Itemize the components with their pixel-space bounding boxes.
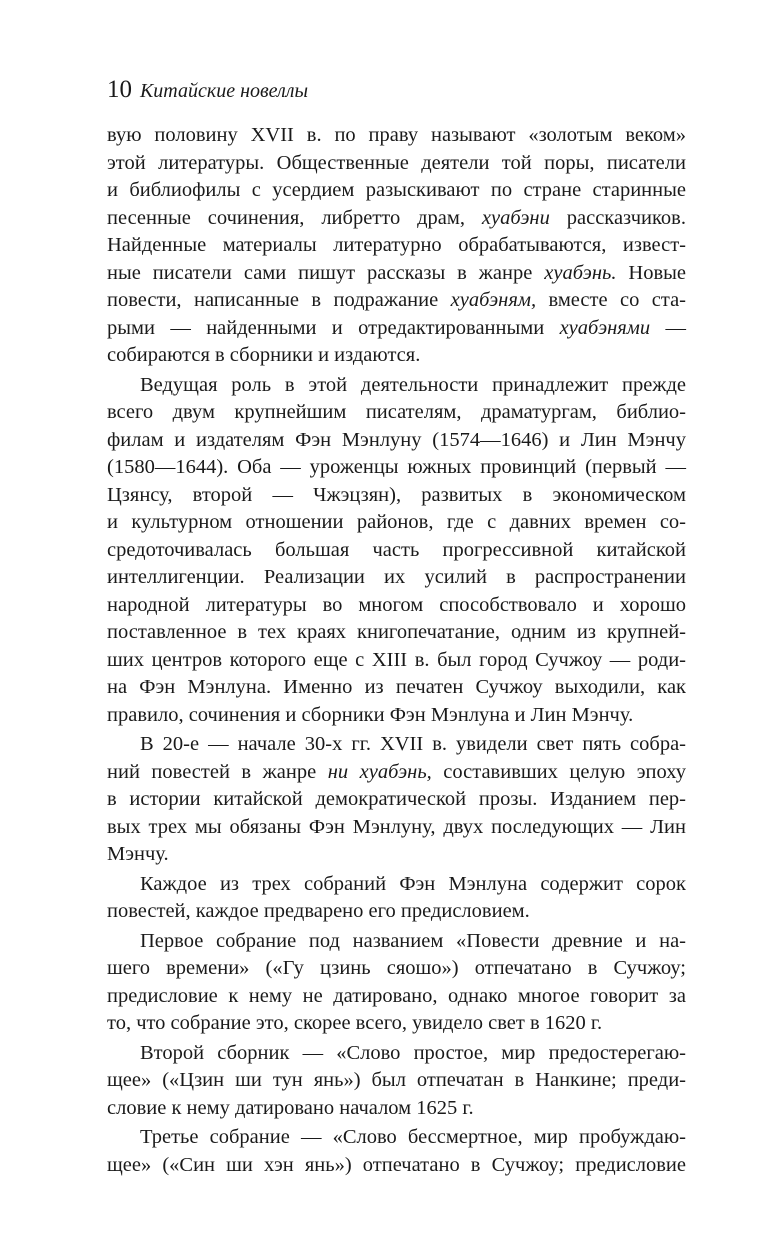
text-line	[107, 427, 686, 455]
text-line	[107, 564, 686, 592]
text-segment: (1580—1644). Оба — уроженцы южных провинций (первый —	[107, 456, 686, 478]
text-segment: народной литературы во многом способствовало и хорошо	[107, 593, 686, 616]
text-line	[107, 731, 686, 759]
text-line	[107, 372, 686, 400]
italic-term: хуабэням,	[450, 289, 537, 311]
text-line	[107, 814, 686, 842]
text-segment: вую половину XVII в. по праву называют «золотым веком»	[107, 124, 686, 146]
text-line	[107, 1124, 686, 1152]
text-line	[107, 342, 686, 370]
text-segment: щее» («Цзин ши тун янь») был отпечатан в Нанкине; преди-	[107, 1069, 686, 1091]
text-line	[107, 177, 686, 205]
text-segment: вых трех мы обязаны Фэн Мэнлуну, двух последующих — Лин	[107, 815, 686, 838]
text-segment: интеллигенции. Реализации их усилий в распространении	[107, 566, 686, 588]
text-line	[107, 786, 686, 814]
text-segment: ний повестей в жанре	[107, 760, 328, 783]
text-segment: всего двум крупнейшим писателям, драматургам, библио-	[107, 401, 686, 423]
paragraph	[107, 372, 686, 730]
text-segment: то, что собрание это, скорее всего, увидело свет в 1620 г.	[107, 1012, 603, 1034]
text-segment: филам и издателям Фэн Мэнлуну (1574—1646) и Лин Мэнчу	[107, 428, 686, 451]
text-line	[107, 674, 686, 702]
text-segment: вместе со ста-	[536, 289, 687, 311]
italic-term: ни хуабэнь,	[327, 760, 432, 783]
page-number: 10	[107, 76, 132, 103]
text-segment: В 20-е — начале 30-х гг. XVII в. увидели свет пять собра-	[140, 733, 686, 755]
paragraph	[107, 122, 686, 370]
text-segment: песенные сочинения, либретто драм,	[107, 206, 482, 229]
text-line	[107, 702, 686, 730]
text-segment: на Фэн Мэнлуна. Именно из печатен Сучжоу выходили, как	[107, 676, 686, 698]
italic-term: хуабэнями	[559, 316, 651, 339]
text-line	[107, 1152, 686, 1180]
text-line	[107, 928, 686, 956]
text-line	[107, 1067, 686, 1095]
text-segment: составивших целую эпоху	[431, 760, 686, 783]
text-segment: предисловие к нему не датировано, однако многое говорит за	[107, 984, 686, 1007]
text-segment: собираются в сборники и издаются.	[107, 344, 421, 366]
text-segment: ные писатели сами пишут рассказы в жанре	[107, 261, 545, 284]
text-segment: правило, сочинения и сборники Фэн Мэнлуна и Лин Мэнчу.	[107, 703, 634, 726]
text-line	[107, 592, 686, 620]
paragraph	[107, 1124, 686, 1179]
text-line	[107, 647, 686, 675]
text-segment: Первое собрание под названием «Повести древние и на-	[140, 929, 686, 952]
text-line	[107, 898, 686, 926]
text-line	[107, 1040, 686, 1068]
text-line	[107, 260, 686, 288]
text-line	[107, 619, 686, 647]
text-segment: средоточивалась большая часть прогрессивной китайской	[107, 538, 686, 561]
page-header	[107, 76, 308, 105]
paragraph	[107, 928, 686, 1038]
text-segment: и библиофилы с усердием разыскивают по стране старинные	[107, 179, 686, 201]
text-segment: словие к нему датировано началом 1625 г.	[107, 1096, 474, 1119]
text-segment: шего времени» («Гу цзинь сяошо») отпечатано в Сучжоу;	[107, 957, 686, 979]
text-line	[107, 871, 686, 899]
text-line	[107, 287, 686, 315]
text-segment: щее» («Син ши хэн янь») отпечатано в Сучжоу; предисловие	[107, 1153, 686, 1176]
text-segment: —	[650, 316, 687, 339]
body-text	[107, 122, 686, 1179]
paragraph	[107, 871, 686, 926]
text-line	[107, 841, 686, 869]
text-segment: повестей, каждое предварено его предисловием.	[107, 900, 530, 922]
text-line	[107, 399, 686, 427]
italic-term: хуабэнь.	[544, 261, 617, 284]
italic-term: хуабэни	[481, 206, 550, 229]
text-segment: Цзянсу, второй — Чжэцзян), развитых в экономическом	[107, 483, 686, 506]
text-line	[107, 537, 686, 565]
text-line	[107, 454, 686, 482]
paragraph	[107, 1040, 686, 1123]
text-segment: поставленное в тех краях книгопечатание, одним из крупней-	[107, 621, 686, 643]
text-line	[107, 232, 686, 260]
text-segment: Мэнчу.	[107, 843, 169, 865]
text-segment: Третье собрание — «Слово бессмертное, мир пробуждаю-	[140, 1126, 686, 1148]
text-line	[107, 1095, 686, 1123]
text-segment: Новые	[616, 261, 686, 284]
text-segment: этой литературы. Общественные деятели той поры, писатели	[107, 151, 686, 174]
text-segment: Ведущая роль в этой деятельности принадлежит прежде	[140, 373, 686, 396]
text-segment: повести, написанные в подражание	[107, 289, 451, 311]
text-line	[107, 150, 686, 178]
text-line	[107, 955, 686, 983]
text-segment: рассказчиков.	[549, 206, 686, 229]
running-title: Китайские новеллы	[140, 80, 309, 102]
text-line	[107, 482, 686, 510]
paragraph	[107, 731, 686, 869]
text-line	[107, 509, 686, 537]
text-line	[107, 983, 686, 1011]
text-line	[107, 122, 686, 150]
text-segment: рыми — найденными и отредактированными	[107, 316, 560, 339]
text-segment: ших центров которого еще с XIII в. был город Сучжоу — роди-	[107, 648, 686, 671]
text-segment: и культурном отношении районов, где с давних времен со-	[107, 511, 686, 533]
text-segment: Найденные материалы литературно обрабатываются, извест-	[107, 234, 686, 256]
text-line	[107, 1010, 686, 1038]
text-segment: Второй сборник — «Слово простое, мир предостерегаю-	[140, 1041, 686, 1064]
text-line	[107, 205, 686, 233]
text-segment: Каждое из трех собраний Фэн Мэнлуна содержит сорок	[140, 872, 686, 895]
text-segment: в истории китайской демократической прозы. Изданием пер-	[107, 788, 686, 810]
text-line	[107, 759, 686, 787]
text-line	[107, 315, 686, 343]
